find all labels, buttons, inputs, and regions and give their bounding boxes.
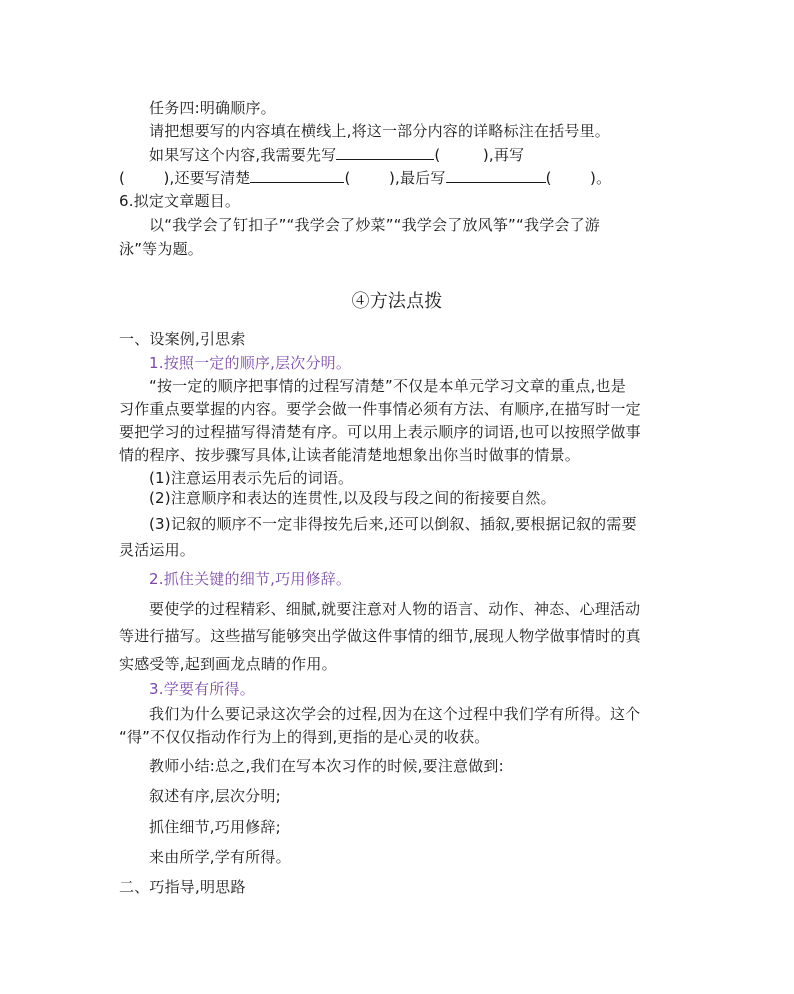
point1-sub3-cont: 灵活运用。	[119, 541, 196, 559]
paren-open: (	[434, 146, 471, 164]
point3-line: 我们为什么要记录这次学会的过程,因为在这个过程中我们学有所得。这个	[149, 705, 641, 723]
point2-line: 要使学的过程精彩、细腻,就要注意对人物的语言、动作、神态、心理活动	[149, 600, 641, 618]
blank-line[interactable]	[336, 145, 434, 160]
part1-heading: 一、设案例,引思索	[119, 330, 246, 348]
summary-intro: 教师小结:总之,我们在写本次习作的时候,要注意做到:	[149, 757, 504, 775]
item6-line1: 以“我学会了钉扣子”“我学会了炒菜”“我学会了放风筝”“我学会了游	[149, 216, 600, 234]
point1-line: 习作重点要掌握的内容。要学会做一件事情必须有方法、有顺序,在描写时一定	[119, 400, 641, 418]
summary-item: 叙述有序,层次分明;	[149, 787, 281, 805]
blank-line[interactable]	[250, 168, 344, 183]
fill-text: ),还要写清楚	[163, 169, 251, 187]
paren-open: (	[545, 169, 583, 187]
part2-heading: 二、巧指导,明思路	[119, 878, 246, 896]
section-title: ④方法点拨	[351, 291, 443, 312]
paren-open: (	[119, 169, 156, 187]
task4-fill-line1	[149, 145, 524, 165]
paren-end: )。	[590, 169, 612, 187]
summary-item: 来由所学,学有所得。	[149, 848, 291, 866]
point2-title: 2.抓住关键的细节,巧用修辞。	[149, 570, 352, 588]
blank-line[interactable]	[446, 168, 546, 183]
point1-sub2: (2)注意顺序和表达的连贯性,以及段与段之间的衔接要自然。	[149, 489, 556, 507]
paren-open: (	[344, 169, 381, 187]
point3-line: “得”不仅仅指动作行为上的得到,更指的是心灵的收获。	[119, 728, 490, 746]
point1-line: 要把学习的过程描写得清楚有序。可以用上表示顺序的词语,也可以按照学做事	[119, 423, 641, 441]
fill-text: 如果写这个内容,我需要先写	[149, 146, 337, 164]
point1-line: 情的程序、按步骤写具体,让读者能清楚地想象出你当时做事的情景。	[119, 446, 580, 464]
fill-text: 再写	[493, 146, 525, 164]
item6-title: 6.拟定文章题目。	[119, 192, 241, 210]
task4-instruction: 请把想要写的内容填在横线上,将这一部分内容的详略标注在括号里。	[149, 122, 610, 140]
paren-close: ),	[388, 169, 400, 187]
point3-title: 3.学要有所得。	[149, 680, 255, 698]
point1-title: 1.按照一定的顺序,层次分明。	[149, 354, 352, 372]
point1-sub1: (1)注意运用表示先后的词语。	[149, 469, 354, 487]
task4-fill-line2	[119, 168, 611, 188]
point2-line: 实感受等,起到画龙点睛的作用。	[119, 655, 337, 673]
point2-line: 等进行描写。这些描写能够突出学做这件事情的细节,展现人物学做事情时的真	[119, 627, 641, 645]
paren-close: ),	[482, 146, 494, 164]
item6-line2: 泳”等为题。	[119, 240, 203, 258]
fill-text: 最后写	[399, 169, 446, 187]
point1-line: “按一定的顺序把事情的过程写清楚”不仅是本单元学习文章的重点,也是	[149, 377, 626, 395]
task4-title: 任务四:明确顺序。	[149, 99, 276, 117]
point1-sub3: (3)记叙的顺序不一定非得按先后来,还可以倒叙、插叙,要根据记叙的需要	[149, 515, 637, 533]
summary-item: 抓住细节,巧用修辞;	[149, 818, 281, 836]
